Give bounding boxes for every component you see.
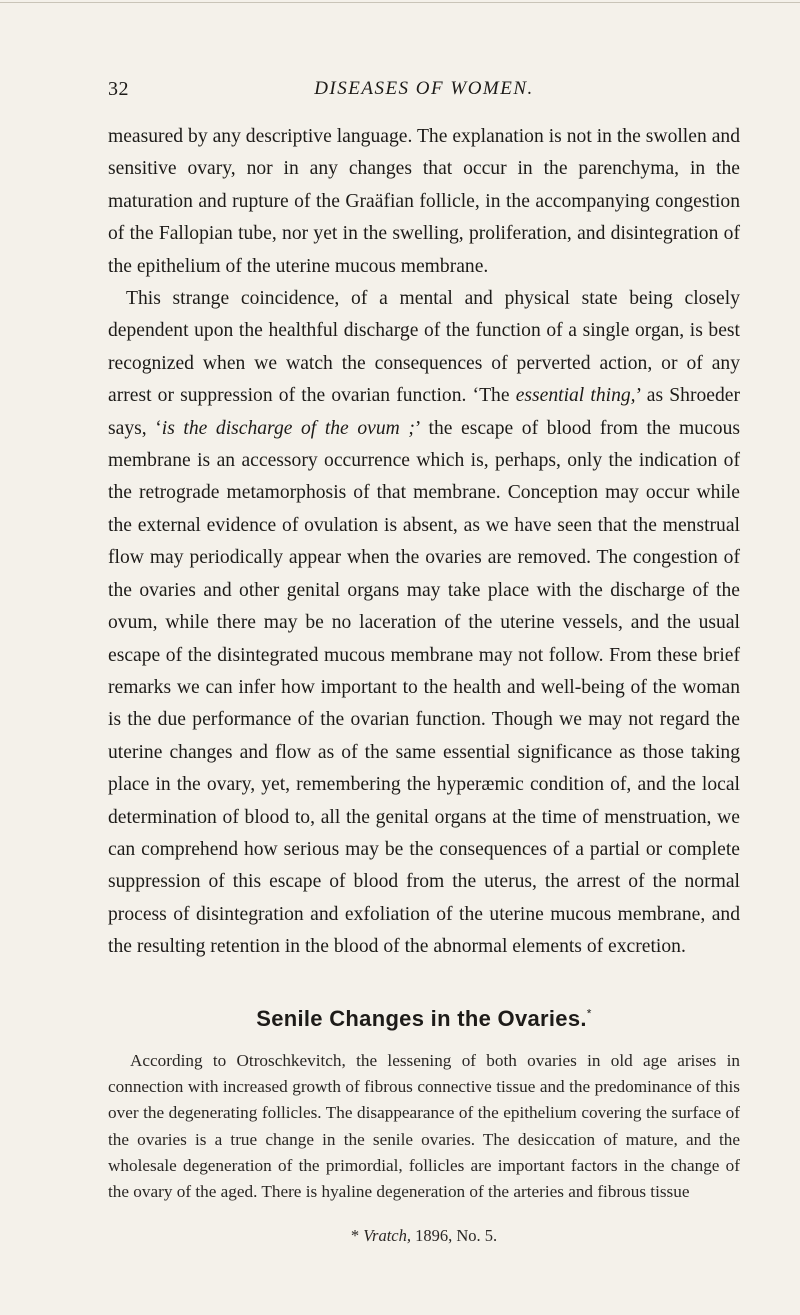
page-number: 32: [108, 78, 129, 100]
paragraph-2: [108, 283, 740, 964]
paragraph-2-italic-2: is the discharge of the ovum ;: [161, 417, 415, 439]
top-edge-rule: [0, 2, 800, 3]
paragraph-2-part-2: ’ as Shroeder says, ‘: [108, 385, 740, 439]
footnote: [108, 1226, 740, 1246]
paragraph-1: measured by any descriptive language. The explanation is not in the swollen and sensitive ovary, nor in any changes that occur in the parenchyma, in the maturation and rupture of the Graäfian follicle, in the accompanying congestion of the Fallopian tube, nor yet in the swelling, proliferation, and disintegration of the epithelium of the uterine mucous membrane.: [108, 126, 740, 277]
body-text: [108, 121, 740, 964]
section-body-text: According to Otroschkevitch, the lessening of both ovaries in old age arises in connection with increased growth of fibrous connective tissue and the predominance of this over the degenerating follicles. The disappearance of the epithelium covering the surface of the ovaries is a true change in the senile ovaries. The desiccation of mature, and the wholesale degeneration of the primordial, follicles are important factors in the change of the ovary of the aged. There is hyaline degeneration of the arteries and fibrous tissue: [108, 1051, 740, 1202]
running-head: DISEASES OF WOMEN.: [314, 78, 534, 99]
footnote-source: Vratch,: [363, 1226, 411, 1245]
footnote-mark: *: [350, 1226, 360, 1245]
page-header: [108, 78, 740, 108]
footnote-reference-mark: *: [586, 1006, 592, 1021]
footnote-details: 1896, No. 5.: [415, 1226, 498, 1245]
section-heading-text: Senile Changes in the Ovaries.: [256, 1006, 587, 1031]
paragraph-2-italic-1: essential thing,: [515, 385, 636, 407]
paragraph-2-part-1: This strange coincidence, of a mental and physical state being closely dependent upon the healthful discharge of the function of a single organ, is best recognized when we watch the consequences of perverted action, or of any arrest or suppression of the ovarian function. ‘The: [108, 288, 740, 407]
section-heading: [108, 1006, 740, 1032]
paragraph-2-part-3: ’ the escape of blood from the mucous membrane is an accessory occurrence which is, perhaps, only the indication of the retrograde metamorphosis of that membrane. Conception may occur while the external evidence of ovulation is absent, as we have seen that the menstrual flow may periodically appear when the ovaries are removed. The congestion of the ovaries and other genital organs may take place with the discharge of the ovum, while there may be no laceration of the uterine vessels, and the usual escape of the disintegrated mucous membrane may not follow. From these brief remarks we can infer how important to the health and well-being of the woman is the due performance of the ovarian function. Though we may not regard the uterine changes and flow as of the same essential significance as those taking place in the ovary, yet, remembering the hyperæmic condition of, and the local determination of blood to, all the genital organs at the time of menstruation, we can comprehend how serious may be the consequences of a partial or complete suppression of this escape of blood from the uterus, the arrest of the normal process of disintegration and exfoliation of the uterine mucous membrane, and the resulting retention in the blood of the abnormal elements of excretion.: [108, 417, 741, 958]
